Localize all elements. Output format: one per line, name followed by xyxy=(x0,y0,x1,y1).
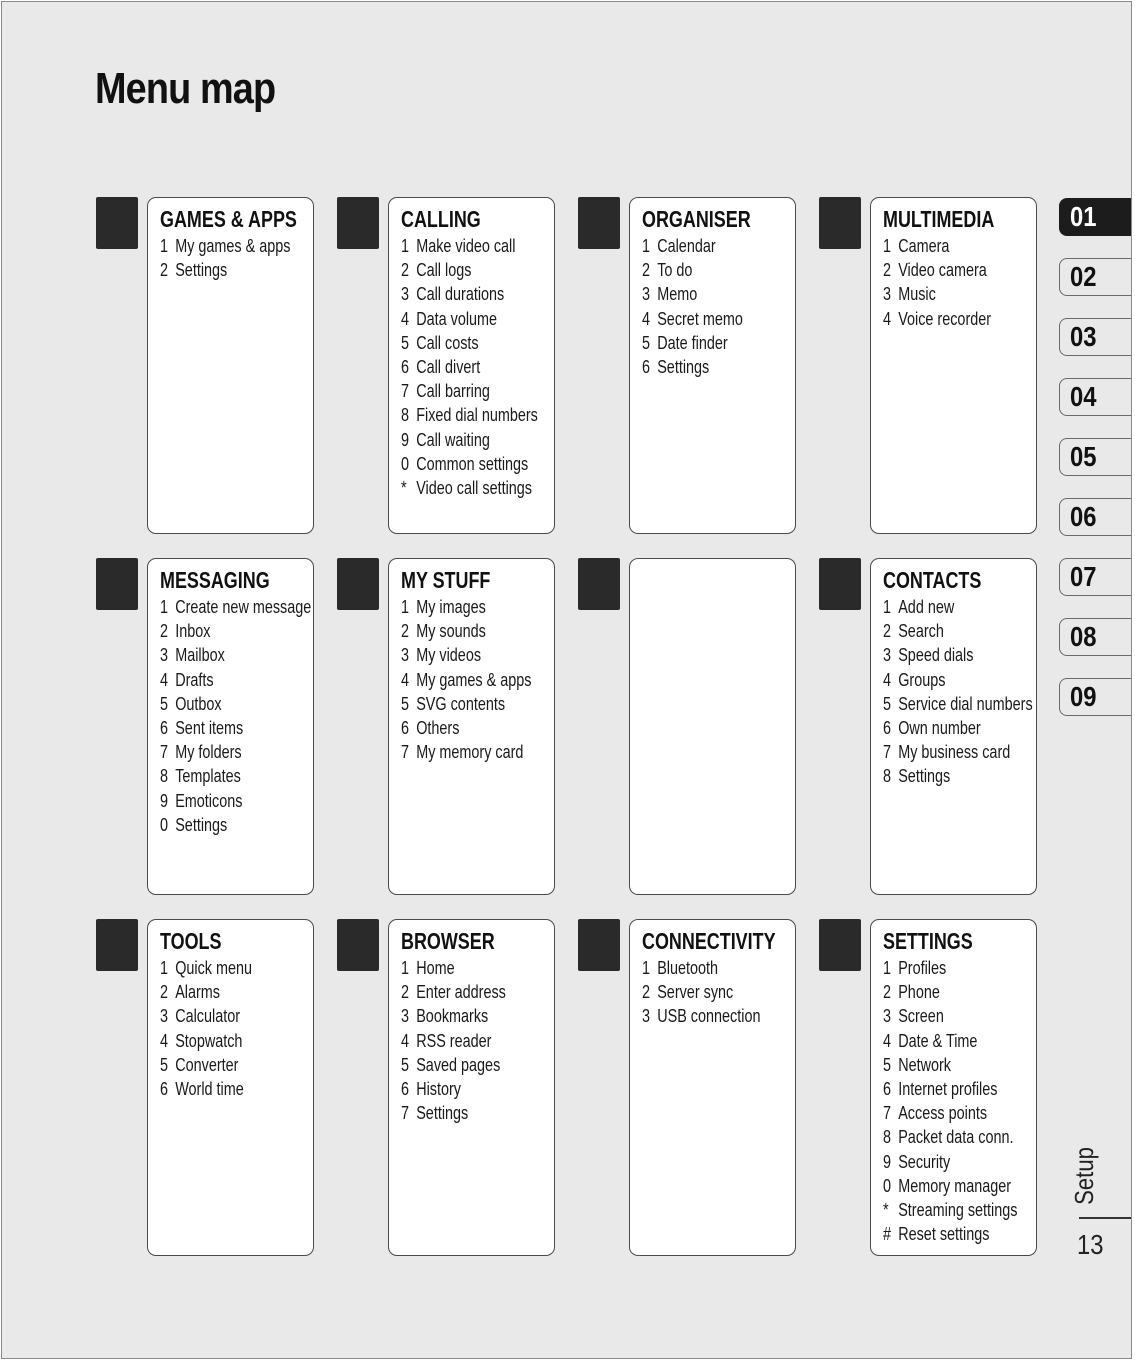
menu-item xyxy=(401,379,523,403)
menu-item xyxy=(883,1077,1005,1101)
menu-grid xyxy=(2,2,1062,1302)
chapter-tab-label: 04 xyxy=(1070,381,1097,412)
menu-item-label: Date & Time xyxy=(898,1030,978,1051)
menu-item-label: Templates xyxy=(175,766,241,787)
page-number: 13 xyxy=(1077,1229,1104,1260)
menu-item-number: 3 xyxy=(160,645,169,666)
menu-item-label: My videos xyxy=(416,645,482,666)
menu-item xyxy=(401,1077,523,1101)
chapter-tab-label: 08 xyxy=(1070,621,1097,652)
menu-item xyxy=(883,258,1005,282)
menu-item xyxy=(401,428,523,452)
menu-item-number: 2 xyxy=(160,260,169,281)
chapter-tab-02 xyxy=(1059,258,1132,296)
menu-item xyxy=(401,1029,523,1053)
menu-item-number: 1 xyxy=(401,958,410,978)
menu-item-number: 5 xyxy=(401,1054,410,1075)
menu-item-number: 5 xyxy=(401,332,410,353)
menu-item-label: My images xyxy=(416,597,486,617)
menu-item-label: Call divert xyxy=(416,357,481,378)
menu-item-number: 7 xyxy=(883,1103,892,1124)
menu-item-number: 7 xyxy=(401,1103,410,1124)
menu-item-number: 2 xyxy=(883,621,892,642)
menu-item-number: 1 xyxy=(160,236,169,256)
menu-item-label: Call barring xyxy=(416,381,490,402)
menu-item-label: History xyxy=(416,1079,462,1100)
menu-title: CALLING xyxy=(401,206,481,232)
menu-item xyxy=(883,282,1005,306)
menu-item xyxy=(401,403,538,427)
menu-item-list xyxy=(883,956,1036,1246)
chapter-tab-label: 02 xyxy=(1070,261,1097,292)
menu-item xyxy=(401,476,533,500)
menu-item xyxy=(642,307,764,331)
menu-item-label: Call waiting xyxy=(416,429,490,450)
section-label: Setup xyxy=(1069,1147,1099,1205)
menu-item-label: Video call settings xyxy=(416,478,533,499)
chapter-tab-07 xyxy=(1059,558,1132,596)
menu-item-label: Call costs xyxy=(416,332,479,353)
menu-item xyxy=(160,740,282,764)
menu-item-label: Server sync xyxy=(657,982,734,1003)
menu-title: CONTACTS xyxy=(883,567,982,593)
menu-item-label: Home xyxy=(416,958,455,978)
menu-item-number: 6 xyxy=(642,357,651,378)
menu-item-number: 5 xyxy=(883,693,892,714)
menu-title: ORGANISER xyxy=(642,206,751,232)
menu-title: CONNECTIVITY xyxy=(642,928,776,954)
menu-item-number: 0 xyxy=(883,1175,892,1196)
menu-item xyxy=(642,234,764,258)
menu-item xyxy=(642,1004,764,1028)
menu-item-label: Create new message xyxy=(175,597,312,617)
menu-item xyxy=(883,668,1005,692)
menu-item-number: 1 xyxy=(642,958,651,978)
menu-item xyxy=(642,980,764,1004)
menu-title: TOOLS xyxy=(160,928,222,954)
menu-item xyxy=(401,740,523,764)
menu-item-number: 3 xyxy=(401,645,410,666)
menu-number-block xyxy=(819,919,861,971)
menu-item-label: Service dial numbers xyxy=(898,693,1033,714)
menu-item-label: Access points xyxy=(898,1103,988,1124)
menu-item xyxy=(160,789,282,813)
menu-item-list xyxy=(642,234,795,379)
menu-item-label: My games & apps xyxy=(175,236,291,256)
menu-number-block xyxy=(578,197,620,249)
menu-item-label: Camera xyxy=(898,236,950,256)
menu-item xyxy=(160,1004,282,1028)
menu-item-label: Speed dials xyxy=(898,645,974,666)
menu-item xyxy=(883,1029,1005,1053)
menu-item-label: Video camera xyxy=(898,260,987,281)
menu-item-label: Memory manager xyxy=(898,1175,1012,1196)
menu-item-label: Emoticons xyxy=(175,790,243,811)
menu-box xyxy=(147,197,314,534)
menu-item xyxy=(401,956,523,980)
menu-item xyxy=(401,668,532,692)
menu-item-label: My memory card xyxy=(416,742,524,763)
menu-item-label: USB connection xyxy=(657,1006,761,1027)
menu-item-label: Settings xyxy=(898,766,951,787)
chapter-tab-05 xyxy=(1059,438,1132,476)
menu-item xyxy=(160,980,282,1004)
menu-item-label: Secret memo xyxy=(657,308,743,329)
menu-item xyxy=(642,331,764,355)
menu-item-label: Reset settings xyxy=(898,1224,990,1245)
menu-item xyxy=(160,643,282,667)
menu-item-number: 1 xyxy=(401,236,410,256)
menu-item-list xyxy=(160,234,313,282)
menu-item xyxy=(642,355,764,379)
menu-item xyxy=(401,1004,523,1028)
menu-item-label: My games & apps xyxy=(416,669,532,690)
menu-item xyxy=(883,716,1005,740)
menu-item-label: Call logs xyxy=(416,260,472,281)
chapter-tab-04 xyxy=(1059,378,1132,416)
menu-item-number: 4 xyxy=(401,308,410,329)
menu-item-label: Stopwatch xyxy=(175,1030,243,1051)
menu-item-label: Memo xyxy=(657,284,698,305)
menu-item-number: 1 xyxy=(883,597,892,617)
menu-item-number: 9 xyxy=(401,429,410,450)
menu-item-number: 1 xyxy=(160,597,169,617)
chapter-tab-label: 01 xyxy=(1070,201,1097,232)
menu-title: BROWSER xyxy=(401,928,495,954)
menu-item xyxy=(883,307,1005,331)
menu-item-label: Outbox xyxy=(175,693,222,714)
chapter-tab-06 xyxy=(1059,498,1132,536)
menu-item-label: Profiles xyxy=(898,958,947,978)
menu-item-label: Settings xyxy=(175,260,228,281)
menu-item xyxy=(883,1053,1005,1077)
menu-item-number: 4 xyxy=(160,1030,169,1051)
menu-item-number: 1 xyxy=(401,597,410,617)
menu-item-number: 2 xyxy=(160,621,169,642)
menu-item-number: 4 xyxy=(883,308,892,329)
menu-item-label: Call durations xyxy=(416,284,505,305)
menu-item-label: Settings xyxy=(657,357,710,378)
menu-item-number: 2 xyxy=(401,621,410,642)
menu-item-number: 7 xyxy=(883,742,892,763)
menu-number-block xyxy=(819,197,861,249)
menu-item-number: 3 xyxy=(883,284,892,305)
menu-item-label: Inbox xyxy=(175,621,211,642)
menu-item-list xyxy=(642,956,795,1029)
menu-item-label: Screen xyxy=(898,1006,944,1027)
menu-item-label: Internet profiles xyxy=(898,1079,998,1100)
menu-number-block xyxy=(337,558,379,610)
menu-item xyxy=(160,234,291,258)
chapter-tab-label: 05 xyxy=(1070,441,1097,472)
chapter-tab-label: 07 xyxy=(1070,561,1097,592)
menu-item-number: 6 xyxy=(401,357,410,378)
menu-item-number: 7 xyxy=(401,742,410,763)
menu-item xyxy=(160,1029,282,1053)
menu-item xyxy=(160,716,282,740)
menu-item xyxy=(883,1101,1005,1125)
menu-item-number: 8 xyxy=(883,766,892,787)
menu-item-label: My folders xyxy=(175,742,242,763)
menu-box xyxy=(388,197,555,534)
menu-box xyxy=(388,558,555,895)
menu-item-number: 3 xyxy=(883,645,892,666)
menu-item-label: Sent items xyxy=(175,718,244,739)
menu-item-label: Calculator xyxy=(175,1006,241,1027)
menu-item-number: 8 xyxy=(883,1127,892,1148)
menu-box xyxy=(870,558,1037,895)
menu-item-label: Saved pages xyxy=(416,1054,501,1075)
menu-item xyxy=(160,1077,282,1101)
menu-item-label: Bluetooth xyxy=(657,958,719,978)
menu-item-label: Groups xyxy=(898,669,946,690)
menu-item xyxy=(401,307,523,331)
menu-item xyxy=(883,1004,1005,1028)
menu-item-label: Bookmarks xyxy=(416,1006,489,1027)
menu-item-number: 1 xyxy=(160,958,169,978)
manual-page xyxy=(1,1,1132,1359)
menu-item-number: 2 xyxy=(160,982,169,1003)
menu-item xyxy=(160,692,282,716)
menu-item xyxy=(160,764,282,788)
menu-item-number: 6 xyxy=(883,718,892,739)
menu-box xyxy=(870,919,1037,1256)
menu-item-number: 3 xyxy=(642,284,651,305)
chapter-tab-label: 09 xyxy=(1070,681,1097,712)
menu-item xyxy=(883,956,1005,980)
menu-item-number: 6 xyxy=(401,718,410,739)
menu-number-block xyxy=(578,558,620,610)
menu-item xyxy=(401,331,523,355)
menu-item-number: 2 xyxy=(883,260,892,281)
menu-item-label: My business card xyxy=(898,742,1011,763)
menu-item-label: Make video call xyxy=(416,236,516,256)
menu-number-block xyxy=(337,919,379,971)
menu-item xyxy=(883,595,1005,619)
menu-number-block xyxy=(96,558,138,610)
menu-item xyxy=(401,1101,523,1125)
menu-item-number: 4 xyxy=(160,669,169,690)
menu-item-number: 3 xyxy=(401,1006,410,1027)
menu-item xyxy=(401,692,523,716)
menu-box xyxy=(388,919,555,1256)
menu-item-number: 2 xyxy=(401,982,410,1003)
menu-item-label: Calendar xyxy=(657,236,716,256)
menu-item-label: Search xyxy=(898,621,944,642)
menu-title: GAMES & APPS xyxy=(160,206,297,232)
menu-item-list xyxy=(401,595,554,764)
chapter-tab-01 xyxy=(1059,198,1132,236)
menu-item-number: 3 xyxy=(401,284,410,305)
menu-item-list xyxy=(401,956,554,1125)
menu-item-number: 4 xyxy=(642,308,651,329)
menu-item xyxy=(642,258,764,282)
menu-number-block xyxy=(96,197,138,249)
menu-item xyxy=(401,980,523,1004)
menu-box xyxy=(629,558,796,895)
menu-item xyxy=(401,716,523,740)
menu-item xyxy=(883,764,1005,788)
menu-item-number: 1 xyxy=(642,236,651,256)
menu-item-number: 8 xyxy=(160,766,169,787)
menu-item-label: Others xyxy=(416,718,460,739)
menu-number-block xyxy=(337,197,379,249)
menu-item xyxy=(883,692,1033,716)
menu-item-number: 5 xyxy=(642,332,651,353)
menu-number-block xyxy=(578,919,620,971)
menu-item xyxy=(883,619,1005,643)
menu-item-number: 5 xyxy=(883,1054,892,1075)
menu-item-number: 9 xyxy=(160,790,169,811)
menu-item-number: 1 xyxy=(883,236,892,256)
menu-item xyxy=(642,956,764,980)
chapter-tab-label: 03 xyxy=(1070,321,1097,352)
menu-title: MESSAGING xyxy=(160,567,270,593)
menu-item-number: 7 xyxy=(160,742,169,763)
menu-item-list xyxy=(160,956,313,1101)
menu-item-list xyxy=(883,234,1036,331)
menu-item-number: 5 xyxy=(160,693,169,714)
menu-item xyxy=(401,643,523,667)
menu-item-label: Streaming settings xyxy=(898,1200,1018,1221)
menu-item-label: Music xyxy=(898,284,936,305)
menu-item-label: Settings xyxy=(416,1103,469,1124)
menu-item-label: Converter xyxy=(175,1054,239,1075)
menu-item-label: Settings xyxy=(175,814,228,835)
menu-item xyxy=(883,643,1005,667)
menu-item-label: Alarms xyxy=(175,982,221,1003)
menu-item xyxy=(883,1174,1012,1198)
menu-number-block xyxy=(819,558,861,610)
menu-item xyxy=(883,1222,1005,1246)
menu-item-label: Quick menu xyxy=(175,958,253,978)
menu-item xyxy=(401,1053,523,1077)
menu-item xyxy=(160,1053,282,1077)
menu-item-number: 9 xyxy=(883,1151,892,1172)
menu-item-number: 0 xyxy=(160,814,169,835)
menu-item-number: 5 xyxy=(401,693,410,714)
menu-item-label: Add new xyxy=(898,597,955,617)
menu-box xyxy=(629,197,796,534)
menu-item-number: 6 xyxy=(160,1079,169,1100)
menu-item-number: 6 xyxy=(160,718,169,739)
menu-item-label: Security xyxy=(898,1151,951,1172)
menu-box xyxy=(147,558,314,895)
menu-item-number: * xyxy=(883,1200,889,1221)
footer-divider xyxy=(1079,1217,1132,1219)
menu-item-label: Own number xyxy=(898,718,981,739)
menu-item-number: 2 xyxy=(401,260,410,281)
menu-item-label: Fixed dial numbers xyxy=(416,405,538,426)
menu-item xyxy=(401,282,523,306)
menu-item xyxy=(883,1150,1005,1174)
menu-item-label: To do xyxy=(657,260,693,281)
menu-item xyxy=(883,1125,1014,1149)
menu-item xyxy=(401,619,523,643)
menu-item xyxy=(160,813,282,837)
menu-item-number: 4 xyxy=(883,1030,892,1051)
menu-item-label: World time xyxy=(175,1079,244,1100)
chapter-tab-08 xyxy=(1059,618,1132,656)
page-title: Menu map xyxy=(95,64,276,113)
menu-item-number: 1 xyxy=(883,958,892,978)
menu-item-number: 4 xyxy=(883,669,892,690)
menu-item-number: 3 xyxy=(642,1006,651,1027)
menu-item xyxy=(401,258,523,282)
menu-item xyxy=(160,595,312,619)
menu-item xyxy=(160,619,282,643)
menu-item-number: 8 xyxy=(401,405,410,426)
menu-item-label: Network xyxy=(898,1054,952,1075)
menu-item-number: 3 xyxy=(160,1006,169,1027)
menu-box xyxy=(147,919,314,1256)
menu-item-label: Voice recorder xyxy=(898,308,992,329)
menu-item-label: Common settings xyxy=(416,453,529,474)
menu-item-number: 2 xyxy=(642,260,651,281)
menu-item-number: 6 xyxy=(883,1079,892,1100)
menu-item-number: 3 xyxy=(883,1006,892,1027)
menu-item xyxy=(401,452,529,476)
menu-item xyxy=(883,1198,1018,1222)
menu-item-label: Enter address xyxy=(416,982,506,1003)
menu-item-number: 0 xyxy=(401,453,410,474)
menu-item-number: 6 xyxy=(401,1079,410,1100)
menu-item xyxy=(160,956,282,980)
menu-item-label: Data volume xyxy=(416,308,498,329)
menu-item-number: # xyxy=(883,1224,892,1245)
menu-number-block xyxy=(96,919,138,971)
menu-item-label: Drafts xyxy=(175,669,214,690)
menu-item-number: 4 xyxy=(401,1030,410,1051)
chapter-tab-label: 06 xyxy=(1070,501,1097,532)
menu-title: MY STUFF xyxy=(401,567,491,593)
menu-item-number: 4 xyxy=(401,669,410,690)
menu-item-label: Date finder xyxy=(657,332,728,353)
menu-item xyxy=(401,355,523,379)
menu-item-label: Phone xyxy=(898,982,940,1003)
menu-item-label: RSS reader xyxy=(416,1030,492,1051)
menu-item-label: Packet data conn. xyxy=(898,1127,1014,1148)
chapter-tab-09 xyxy=(1059,678,1132,716)
menu-item-label: My sounds xyxy=(416,621,486,642)
menu-item-label: Mailbox xyxy=(175,645,225,666)
menu-item xyxy=(160,258,282,282)
menu-item xyxy=(883,234,1005,258)
menu-item-list xyxy=(160,595,313,837)
menu-item-list xyxy=(883,595,1036,789)
menu-item xyxy=(642,282,764,306)
menu-item xyxy=(883,740,1011,764)
menu-item-label: SVG contents xyxy=(416,693,506,714)
menu-title: SETTINGS xyxy=(883,928,973,954)
menu-box xyxy=(870,197,1037,534)
menu-item xyxy=(401,595,523,619)
chapter-tab-03 xyxy=(1059,318,1132,356)
menu-item-number: 7 xyxy=(401,381,410,402)
menu-item-number: 5 xyxy=(160,1054,169,1075)
menu-item xyxy=(883,980,1005,1004)
menu-title: MULTIMEDIA xyxy=(883,206,995,232)
menu-box xyxy=(629,919,796,1256)
menu-item-number: 2 xyxy=(883,982,892,1003)
menu-item xyxy=(160,668,282,692)
menu-item-number: 2 xyxy=(642,982,651,1003)
menu-item-list xyxy=(401,234,554,500)
menu-item xyxy=(401,234,523,258)
menu-item-number: * xyxy=(401,478,407,499)
